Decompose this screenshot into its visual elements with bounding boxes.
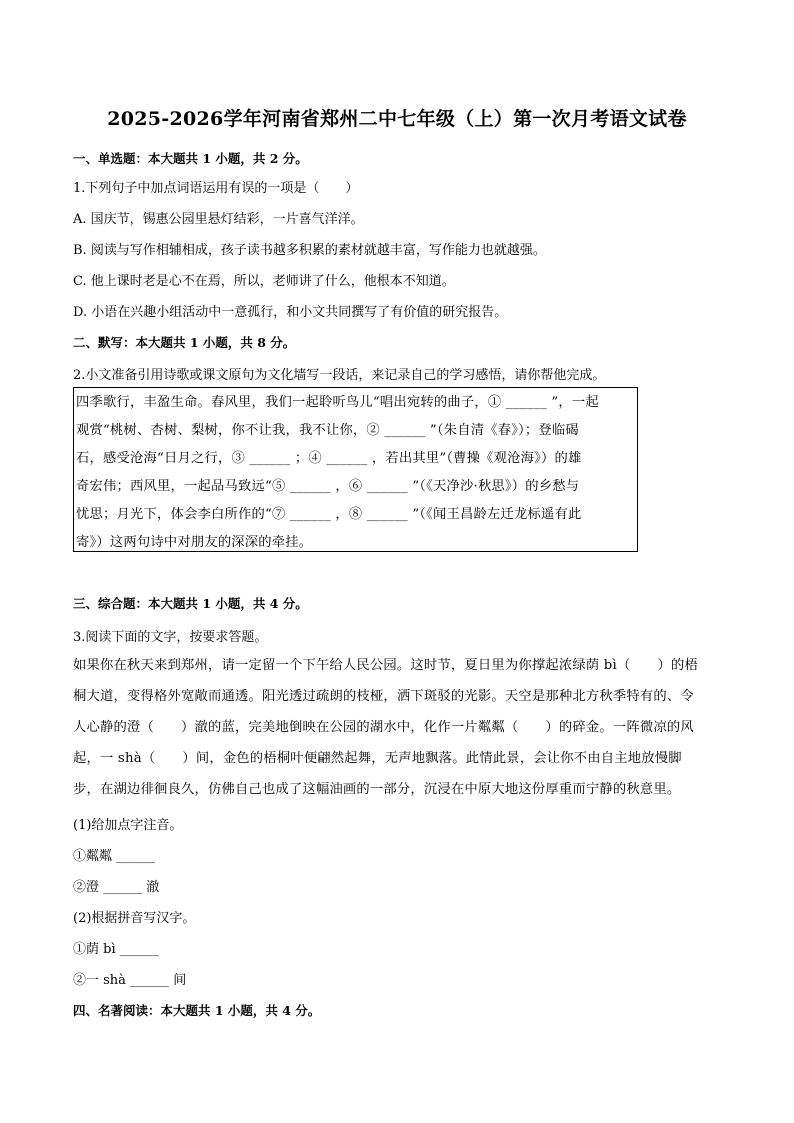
question-1-stem: 1.下列句子中加点词语运用有误的一项是（ ） <box>73 181 359 196</box>
question-1-option-d: D. 小语在兴趣小组活动中一意孤行，和小文共同撰写了有价值的研究报告。 <box>73 305 508 320</box>
sub-question-1-b: ②澄 ______ 澈 <box>73 880 160 895</box>
passage-line: 人心静的澄（ ）澈的蓝，完美地倒映在公园的湖水中，化作一片粼粼（ ）的碎金。一阵微凉的风 <box>73 720 694 735</box>
box-line: 奇宏伟；西风里，一起品马致远“⑤ ______ ，⑥ ______ ”（《天净沙·秋思》）的乡愁与 <box>76 479 580 494</box>
passage-line: 桐大道，变得格外宽敞而通透。阳光透过疏朗的枝桠，洒下斑驳的光影。天空是那种北方秋季特有的、令 <box>73 689 694 704</box>
sub-question-1: (1)给加点字注音。 <box>73 818 183 833</box>
question-2-stem: 2.小文准备引用诗歌或课文原句为文化墙写一段话，来记录自己的学习感悟，请你帮他完成。 <box>73 368 606 383</box>
section-heading-2: 二、默写：本大题共 1 小题，共 8 分。 <box>73 335 296 350</box>
page-title: 2025-2026学年河南省郑州二中七年级（上）第一次月考语文试卷 <box>107 108 687 130</box>
box-line: 忧思；月光下，体会李白所作的“⑦ ______ ，⑧ ______ ”（《闻王昌龄左迁龙标遥有此 <box>76 507 582 522</box>
box-line: 寄》）这两句诗中对朋友的深深的牵挂。 <box>76 535 313 550</box>
question-1-option-a: A. 国庆节，锡惠公园里悬灯结彩，一片喜气洋洋。 <box>73 212 364 227</box>
section-heading-4: 四、名著阅读：本大题共 1 小题，共 4 分。 <box>73 1003 321 1018</box>
question-2-box-text <box>76 389 632 557</box>
sub-question-1-a: ①粼粼 ______ <box>73 849 156 864</box>
section-heading-1: 一、单选题：本大题共 1 小题，共 2 分。 <box>73 151 308 166</box>
sub-question-2-a: ①荫 bì ______ <box>73 942 159 957</box>
box-line: 四季歌行，丰盈生命。春风里，我们一起聆听鸟儿“唱出宛转的曲子，① ______ ”，一起 <box>76 395 599 410</box>
section-heading-3: 三、综合题：本大题共 1 小题，共 4 分。 <box>73 596 308 611</box>
question-3-stem: 3.阅读下面的文字，按要求答题。 <box>73 630 268 645</box>
passage-line: 如果你在秋天来到郑州，请一定留一个下午给人民公园。这时节，夏日里为你撑起浓绿荫 bì（ ）的梧 <box>73 658 698 673</box>
sub-question-2: (2)根据拼音写汉字。 <box>73 911 196 926</box>
passage-line: 步，在湖边徘徊良久，仿佛自己也成了这幅油画的一部分，沉浸在中原大地这份厚重而宁静的秋意里。 <box>73 782 681 797</box>
question-1-option-b: B. 阅读与写作相辅相成，孩子读书越多积累的素材就越丰富，写作能力也就越强。 <box>73 243 546 258</box>
question-1-option-c: C. 他上课时老是心不在焉，所以，老师讲了什么，他根本不知道。 <box>73 274 455 289</box>
passage-line: 起，一 shà（ ）间，金色的梧桐叶便翩然起舞，无声地飘落。此情此景，会让你不由自主地放慢脚 <box>73 751 682 766</box>
question-3-passage <box>73 650 721 805</box>
sub-question-2-b: ②一 shà ______ 间 <box>73 973 187 988</box>
box-line: 观赏“桃树、杏树、梨树，你不让我，我不让你，② ______ ”（朱自清《春》）；登临碣 <box>76 423 579 438</box>
box-line: 石，感受沧海“日月之行，③ ______ ；④ ______ ，若出其里”（曹操《观沧海》）的雄 <box>76 451 582 466</box>
